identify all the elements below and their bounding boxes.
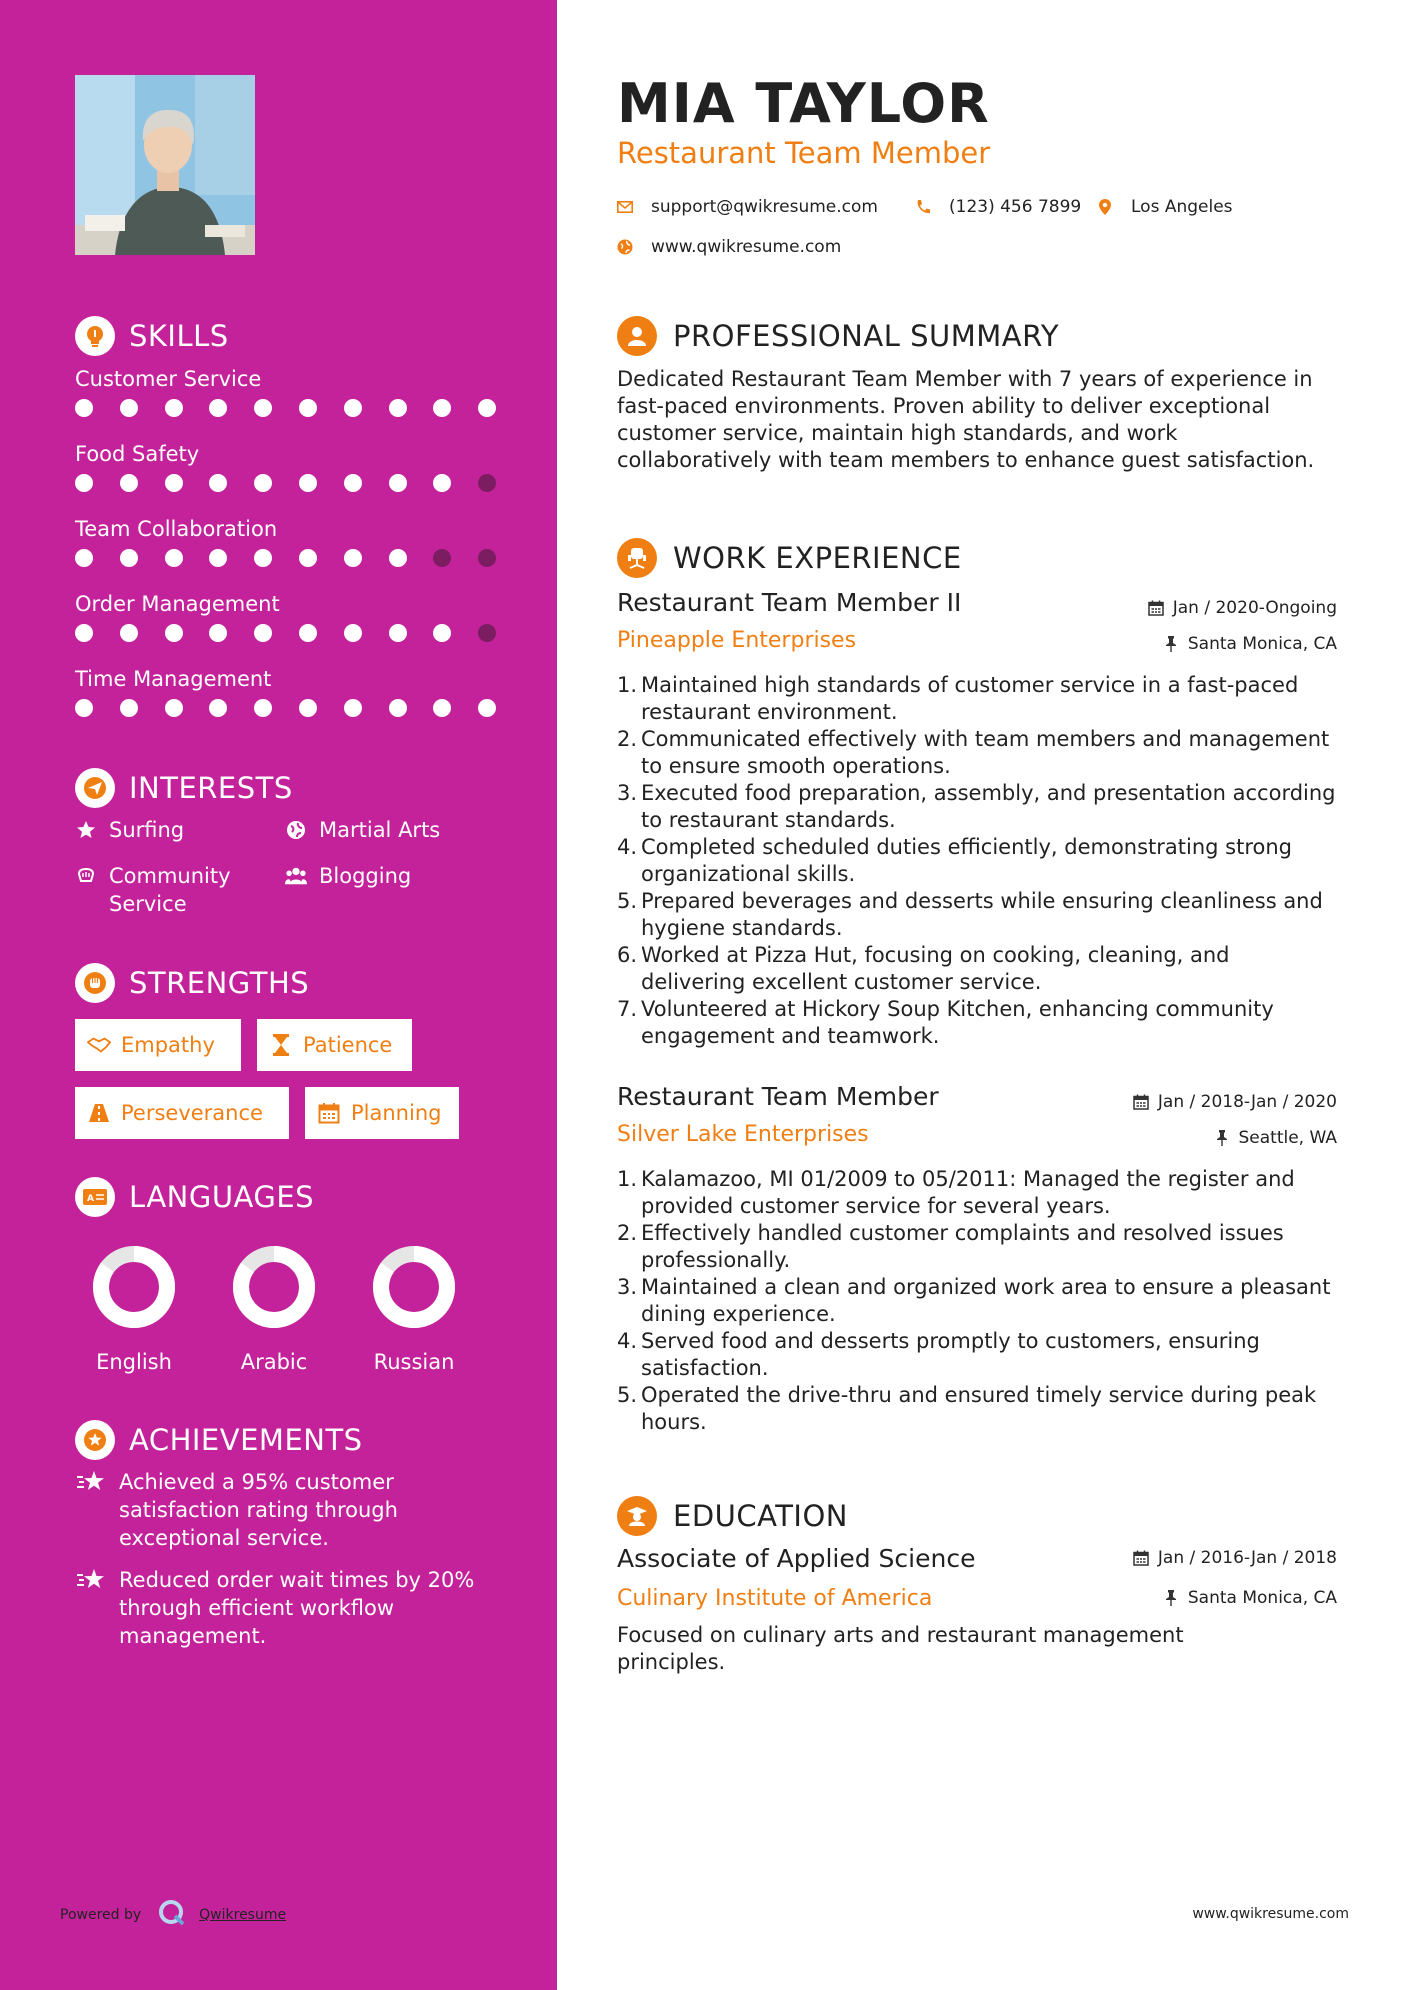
list-number: 6. bbox=[617, 943, 638, 967]
star-burst-icon bbox=[75, 1468, 107, 1496]
list-item bbox=[617, 1166, 1337, 1220]
calendar-icon bbox=[1132, 1093, 1150, 1111]
rating-dot-filled bbox=[120, 474, 138, 492]
star-icon bbox=[75, 816, 97, 844]
list-item bbox=[617, 834, 1337, 888]
education-heading bbox=[617, 1496, 848, 1536]
rating-dot-filled bbox=[165, 549, 183, 567]
language-card-icon bbox=[75, 1177, 115, 1217]
language-item bbox=[354, 1242, 474, 1374]
rating-dot-filled bbox=[478, 399, 496, 417]
achievement-item: Achieved a 95% customer satisfaction rating through exceptional service. bbox=[75, 1468, 515, 1552]
rating-dot-filled bbox=[478, 699, 496, 717]
list-item bbox=[617, 726, 1337, 780]
paper-plane-icon bbox=[75, 768, 115, 808]
list-item bbox=[617, 1328, 1337, 1382]
rating-dot-filled bbox=[209, 399, 227, 417]
hourglass-icon bbox=[269, 1033, 293, 1057]
language-label: English bbox=[96, 1350, 172, 1374]
skill-item bbox=[75, 364, 515, 394]
list-text: Served food and desserts promptly to customers, ensuring satisfaction. bbox=[641, 1329, 1260, 1380]
list-number: 2. bbox=[617, 1221, 638, 1245]
interest-item: Surfing bbox=[75, 816, 184, 844]
rating-dot-empty bbox=[478, 549, 496, 567]
list-number: 1. bbox=[617, 673, 638, 697]
office-chair-icon bbox=[617, 538, 657, 578]
language-label: Arabic bbox=[240, 1350, 308, 1374]
qwikresume-logo-icon bbox=[157, 1898, 187, 1932]
summary-heading bbox=[617, 316, 1059, 356]
interest-item: Blogging bbox=[285, 862, 411, 890]
contact-email[interactable]: support@qwikresume.com bbox=[617, 197, 878, 217]
rating-dot-filled bbox=[209, 474, 227, 492]
rating-dot-filled bbox=[389, 624, 407, 642]
rating-dot-filled bbox=[75, 624, 93, 642]
phone-icon bbox=[915, 199, 931, 215]
profile-photo bbox=[75, 75, 255, 255]
sidebar bbox=[0, 0, 557, 1990]
pushpin-icon bbox=[1162, 635, 1180, 653]
skill-label: Food Safety bbox=[75, 442, 200, 466]
list-number: 4. bbox=[617, 835, 638, 859]
rating-dot-filled bbox=[344, 399, 362, 417]
rating-dot-filled bbox=[165, 399, 183, 417]
rating-dot-filled bbox=[299, 699, 317, 717]
award-star-icon bbox=[75, 1420, 115, 1460]
language-proficiency-ring bbox=[369, 1242, 459, 1332]
skill-rating bbox=[75, 624, 515, 644]
list-item bbox=[617, 672, 1337, 726]
road-icon bbox=[87, 1101, 111, 1125]
calendar-icon bbox=[1132, 1549, 1150, 1567]
interests-heading bbox=[75, 768, 515, 808]
rating-dot-filled bbox=[389, 699, 407, 717]
rating-dot-empty bbox=[478, 474, 496, 492]
strength-tag: Empathy bbox=[75, 1019, 241, 1071]
rating-dot-filled bbox=[344, 699, 362, 717]
language-item bbox=[214, 1242, 334, 1374]
list-text: Completed scheduled duties efficiently, demonstrating strong organizational skills. bbox=[641, 835, 1293, 886]
rating-dot-filled bbox=[209, 699, 227, 717]
list-item bbox=[617, 888, 1337, 942]
list-text: Operated the drive-thru and ensured timely service during peak hours. bbox=[641, 1383, 1317, 1434]
fist-icon bbox=[75, 963, 115, 1003]
skill-item bbox=[75, 439, 515, 469]
rating-dot-filled bbox=[299, 399, 317, 417]
list-text: Volunteered at Hickory Soup Kitchen, enhancing community engagement and teamwork. bbox=[641, 997, 1274, 1048]
strength-tag: Perseverance bbox=[75, 1087, 289, 1139]
rating-dot-filled bbox=[209, 549, 227, 567]
strengths-title: STRENGTHS bbox=[129, 966, 310, 1000]
calendar-icon bbox=[317, 1101, 341, 1125]
handshake-icon bbox=[87, 1033, 111, 1057]
rating-dot-filled bbox=[75, 549, 93, 567]
job-company: Silver Lake Enterprises bbox=[617, 1122, 869, 1147]
globe-icon bbox=[285, 816, 307, 844]
job-title: Restaurant Team Member bbox=[617, 1082, 939, 1111]
rating-dot-filled bbox=[254, 549, 272, 567]
list-text: Kalamazoo, MI 01/2009 to 05/2011: Managed the register and provided customer service for several years. bbox=[641, 1167, 1295, 1218]
job-bullets bbox=[617, 1166, 1337, 1436]
skill-label: Order Management bbox=[75, 592, 280, 616]
skill-item bbox=[75, 664, 515, 694]
rating-dot-filled bbox=[389, 474, 407, 492]
list-text: Maintained high standards of customer service in a fast-paced restaurant environment. bbox=[641, 673, 1299, 724]
achievement-item: Reduced order wait times by 20% through efficient workflow management. bbox=[75, 1566, 515, 1650]
rating-dot-filled bbox=[120, 699, 138, 717]
degree-title: Associate of Applied Science bbox=[617, 1544, 976, 1573]
list-text: Worked at Pizza Hut, focusing on cooking, cleaning, and delivering excellent customer service. bbox=[641, 943, 1230, 994]
globe-icon bbox=[617, 239, 633, 255]
rating-dot-empty bbox=[478, 624, 496, 642]
list-number: 3. bbox=[617, 781, 638, 805]
achievements-title: ACHIEVEMENTS bbox=[129, 1423, 363, 1457]
job-company: Pineapple Enterprises bbox=[617, 628, 857, 653]
rating-dot-filled bbox=[389, 549, 407, 567]
interests-title: INTERESTS bbox=[129, 771, 293, 805]
summary-title: PROFESSIONAL SUMMARY bbox=[673, 319, 1060, 353]
strengths-heading bbox=[75, 963, 515, 1003]
school-name: Culinary Institute of America bbox=[617, 1586, 933, 1611]
rating-dot-filled bbox=[299, 549, 317, 567]
job-dates: Jan / 2020-Ongoing bbox=[1147, 598, 1337, 618]
candidate-role: Restaurant Team Member bbox=[617, 136, 991, 170]
list-number: 1. bbox=[617, 1167, 638, 1191]
job-location: Seattle, WA bbox=[1213, 1128, 1338, 1148]
skill-item bbox=[75, 589, 515, 619]
map-pin-icon bbox=[1097, 199, 1113, 215]
languages-heading bbox=[75, 1177, 515, 1217]
list-number: 2. bbox=[617, 727, 638, 751]
list-item bbox=[617, 942, 1337, 996]
interest-item: Community Service bbox=[75, 862, 275, 918]
education-dates: Jan / 2016-Jan / 2018 bbox=[1132, 1548, 1337, 1568]
experience-title: WORK EXPERIENCE bbox=[673, 541, 962, 575]
language-label: Russian bbox=[373, 1350, 455, 1374]
rating-dot-filled bbox=[299, 624, 317, 642]
skill-rating bbox=[75, 699, 515, 719]
powered-by: Powered by Qwikresume bbox=[60, 1898, 286, 1932]
experience-heading bbox=[617, 538, 962, 578]
list-number: 5. bbox=[617, 1383, 638, 1407]
education-title: EDUCATION bbox=[673, 1499, 849, 1533]
skill-label: Customer Service bbox=[75, 367, 262, 391]
list-number: 7. bbox=[617, 997, 638, 1021]
rating-dot-filled bbox=[433, 474, 451, 492]
language-proficiency-ring bbox=[229, 1242, 319, 1332]
rating-dot-filled bbox=[120, 399, 138, 417]
qwikresume-link[interactable]: Qwikresume bbox=[199, 1907, 287, 1923]
list-text: Effectively handled customer complaints and resolved issues professionally. bbox=[641, 1221, 1284, 1272]
achievements-heading bbox=[75, 1420, 515, 1460]
rating-dot-filled bbox=[209, 624, 227, 642]
envelope-icon bbox=[617, 199, 633, 215]
calendar-icon bbox=[1147, 599, 1165, 617]
list-text: Maintained a clean and organized work area to ensure a pleasant dining experience. bbox=[641, 1275, 1331, 1326]
skill-rating bbox=[75, 474, 515, 494]
education-location: Santa Monica, CA bbox=[1162, 1588, 1337, 1608]
list-item bbox=[617, 1382, 1337, 1436]
list-text: Communicated effectively with team members and management to ensure smooth operations. bbox=[641, 727, 1330, 778]
users-icon bbox=[285, 862, 307, 890]
rating-dot-filled bbox=[120, 624, 138, 642]
candidate-name: MIA TAYLOR bbox=[617, 72, 990, 135]
language-item bbox=[74, 1242, 194, 1374]
list-text: Prepared beverages and desserts while ensuring cleanliness and hygiene standards. bbox=[641, 889, 1323, 940]
rating-dot-filled bbox=[433, 624, 451, 642]
contact-location: Los Angeles bbox=[1097, 197, 1233, 217]
list-number: 3. bbox=[617, 1275, 638, 1299]
rating-dot-filled bbox=[389, 399, 407, 417]
rating-dot-filled bbox=[75, 699, 93, 717]
pushpin-icon bbox=[1162, 1589, 1180, 1607]
skill-label: Team Collaboration bbox=[75, 517, 278, 541]
user-icon bbox=[617, 316, 657, 356]
job-title: Restaurant Team Member II bbox=[617, 588, 962, 617]
summary-text: Dedicated Restaurant Team Member with 7 years of experience in fast-paced environments. Proven ability to deliver exceptional customer service, maintain high standards, and work collaboratively with team members to enhance guest satisfaction. bbox=[617, 367, 1315, 472]
rating-dot-filled bbox=[299, 474, 317, 492]
skill-rating bbox=[75, 399, 515, 419]
interest-item: Martial Arts bbox=[285, 816, 440, 844]
rating-dot-filled bbox=[75, 399, 93, 417]
job-location: Santa Monica, CA bbox=[1162, 634, 1337, 654]
lightbulb-icon bbox=[75, 316, 115, 356]
skills-heading bbox=[75, 316, 515, 356]
skills-section bbox=[75, 316, 515, 736]
rating-dot-filled bbox=[165, 624, 183, 642]
interests-section bbox=[75, 768, 515, 928]
skill-rating bbox=[75, 549, 515, 569]
rating-dot-filled bbox=[254, 699, 272, 717]
hands-icon bbox=[75, 862, 97, 890]
list-number: 4. bbox=[617, 1329, 638, 1353]
list-item bbox=[617, 1274, 1337, 1328]
skill-label: Time Management bbox=[75, 667, 272, 691]
pushpin-icon bbox=[1213, 1129, 1231, 1147]
education-description: Focused on culinary arts and restaurant management principles. bbox=[617, 1623, 1184, 1674]
contact-phone: (123) 456 7899 bbox=[915, 197, 1081, 217]
list-item bbox=[617, 996, 1337, 1050]
contact-website[interactable]: www.qwikresume.com bbox=[617, 237, 841, 257]
skills-title: SKILLS bbox=[129, 319, 229, 353]
rating-dot-filled bbox=[75, 474, 93, 492]
rating-dot-filled bbox=[344, 624, 362, 642]
languages-title: LANGUAGES bbox=[129, 1180, 315, 1214]
graduate-icon bbox=[617, 1496, 657, 1536]
skill-item bbox=[75, 514, 515, 544]
list-number: 5. bbox=[617, 889, 638, 913]
list-text: Executed food preparation, assembly, and presentation according to restaurant standards. bbox=[641, 781, 1336, 832]
job-dates: Jan / 2018-Jan / 2020 bbox=[1132, 1092, 1337, 1112]
rating-dot-filled bbox=[344, 474, 362, 492]
rating-dot-filled bbox=[165, 699, 183, 717]
rating-dot-filled bbox=[344, 549, 362, 567]
footer-website[interactable]: www.qwikresume.com bbox=[1192, 1906, 1349, 1922]
strength-tag: Patience bbox=[257, 1019, 412, 1071]
svg-text:A: A bbox=[87, 1194, 94, 1204]
rating-dot-empty bbox=[433, 549, 451, 567]
star-burst-icon bbox=[75, 1566, 107, 1594]
language-proficiency-ring bbox=[89, 1242, 179, 1332]
rating-dot-filled bbox=[433, 399, 451, 417]
list-item bbox=[617, 780, 1337, 834]
job-bullets bbox=[617, 672, 1337, 1050]
list-item bbox=[617, 1220, 1337, 1274]
strength-tag: Planning bbox=[305, 1087, 459, 1139]
rating-dot-filled bbox=[254, 624, 272, 642]
rating-dot-filled bbox=[165, 474, 183, 492]
rating-dot-filled bbox=[433, 699, 451, 717]
rating-dot-filled bbox=[120, 549, 138, 567]
achievements-section bbox=[75, 1420, 515, 1660]
rating-dot-filled bbox=[254, 399, 272, 417]
rating-dot-filled bbox=[254, 474, 272, 492]
